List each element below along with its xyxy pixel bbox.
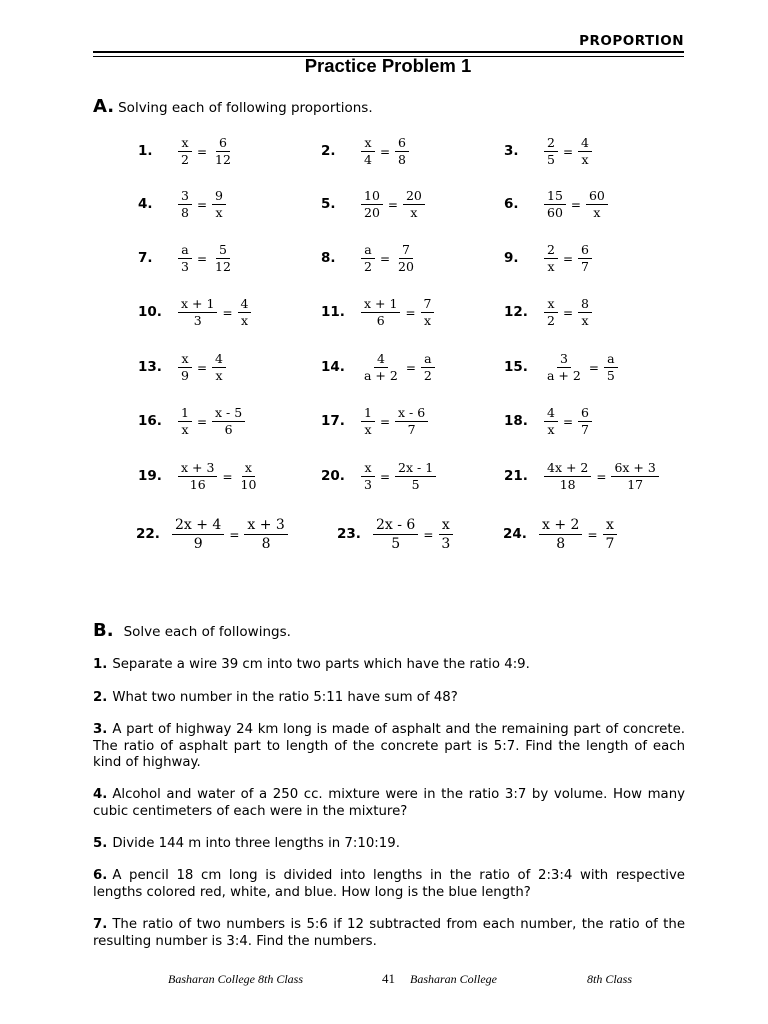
- proportion-problem: [138, 451, 261, 501]
- right-numerator: 9: [212, 188, 226, 205]
- left-fraction: [373, 516, 418, 553]
- right-numerator: 7: [421, 296, 435, 313]
- left-numerator: a: [178, 242, 191, 259]
- proportion-equation: [359, 405, 430, 438]
- equals-sign: =: [562, 252, 574, 266]
- equals-sign: =: [588, 361, 599, 375]
- proportion-equation: [359, 135, 411, 168]
- proportion-equation: [359, 460, 438, 493]
- proportion-problem: [136, 509, 290, 559]
- equals-sign: =: [387, 198, 398, 212]
- left-denominator: 5: [547, 151, 555, 167]
- left-denominator: 8: [181, 204, 189, 220]
- footer-middle: Basharan College: [410, 972, 497, 986]
- word-problem-text: A part of highway 24 km long is made of asphalt and the remaining part of concrete. The ratio of asphalt part to length of the concrete part is 5:7. Find the length of each kind of highway.: [93, 722, 685, 770]
- word-problem: [93, 690, 685, 707]
- right-fraction: [244, 516, 287, 553]
- problem-number: 19.: [138, 468, 162, 484]
- problem-number: 1.: [138, 143, 153, 159]
- left-numerator: x: [361, 135, 374, 152]
- equals-sign: =: [379, 415, 391, 429]
- proportion-equation: [371, 516, 455, 553]
- proportion-problem: [504, 396, 594, 446]
- left-fraction: [178, 405, 192, 438]
- right-denominator: 3: [441, 535, 451, 552]
- equals-sign: =: [196, 145, 208, 159]
- left-denominator: x: [181, 421, 189, 437]
- left-denominator: x: [547, 421, 555, 437]
- equals-sign: =: [405, 361, 416, 375]
- left-denominator: 8: [556, 535, 566, 552]
- left-numerator: a: [361, 242, 374, 259]
- left-fraction: [361, 296, 400, 329]
- problem-number: 23.: [337, 526, 361, 542]
- right-fraction: [611, 460, 658, 493]
- left-denominator: 16: [189, 476, 206, 492]
- left-numerator: 1: [178, 405, 192, 422]
- proportion-problem: [503, 509, 619, 559]
- right-denominator: 20: [398, 258, 414, 274]
- equals-sign: =: [379, 470, 391, 484]
- word-problem: [93, 868, 685, 901]
- right-numerator: 20: [403, 188, 425, 205]
- equals-sign: =: [423, 528, 434, 542]
- proportion-equation: [542, 135, 594, 168]
- left-fraction: [178, 351, 192, 384]
- left-fraction: [178, 460, 217, 493]
- right-fraction: [212, 135, 234, 168]
- problem-number: 12.: [504, 304, 528, 320]
- right-numerator: 2x - 1: [395, 460, 436, 477]
- left-numerator: 15: [544, 188, 566, 205]
- proportion-problem: [504, 451, 661, 501]
- left-fraction: [178, 242, 192, 275]
- left-numerator: x + 2: [539, 516, 582, 535]
- left-fraction: [172, 516, 224, 553]
- left-numerator: 10: [361, 188, 383, 205]
- left-denominator: 60: [547, 204, 563, 220]
- page-title: Practice Problem 1: [304, 55, 472, 76]
- equals-sign: =: [562, 415, 574, 429]
- proportion-equation: [176, 405, 247, 438]
- right-numerator: 8: [578, 296, 592, 313]
- problem-number: 21.: [504, 468, 528, 484]
- left-denominator: x: [364, 421, 372, 437]
- left-fraction: [544, 296, 558, 329]
- left-numerator: x: [178, 135, 191, 152]
- problem-number: 8.: [321, 250, 336, 266]
- problem-number: 11.: [321, 304, 345, 320]
- proportion-problem: [321, 287, 436, 337]
- equals-sign: =: [229, 528, 240, 542]
- right-fraction: [438, 516, 453, 553]
- right-fraction: [586, 188, 608, 221]
- right-fraction: [395, 242, 417, 275]
- section-b-heading: [93, 620, 291, 641]
- right-denominator: 7: [407, 421, 416, 437]
- proportion-equation: [542, 242, 594, 275]
- proportion-equation: [176, 242, 236, 275]
- right-numerator: x + 3: [244, 516, 287, 535]
- problem-number: 20.: [321, 468, 345, 484]
- right-fraction: [578, 242, 592, 275]
- problem-number: 9.: [504, 250, 519, 266]
- proportion-problem: [138, 396, 247, 446]
- proportion-equation: [359, 296, 436, 329]
- right-fraction: [578, 296, 592, 329]
- left-numerator: x + 1: [361, 296, 400, 313]
- section-a-heading: [93, 96, 373, 117]
- right-numerator: x: [603, 516, 617, 535]
- right-numerator: 6: [578, 242, 592, 259]
- right-numerator: 6x + 3: [611, 460, 658, 477]
- proportion-equation: [176, 296, 253, 329]
- equals-sign: =: [196, 415, 208, 429]
- left-fraction: [361, 135, 375, 168]
- section-a-letter: A.: [93, 96, 115, 117]
- equals-sign: =: [562, 306, 574, 320]
- right-denominator: x: [215, 204, 223, 220]
- word-problem-number: 6.: [93, 868, 108, 883]
- problem-number: 24.: [503, 526, 527, 542]
- word-problem-text: The ratio of two numbers is 5:6 if 12 subtracted from each number, the ratio of the resulting number is 3:4. Find the numbers.: [93, 917, 685, 949]
- right-fraction: [212, 188, 226, 221]
- proportion-equation: [542, 296, 594, 329]
- problem-number: 3.: [504, 143, 519, 159]
- right-fraction: [238, 296, 252, 329]
- problem-number: 10.: [138, 304, 162, 320]
- right-fraction: [395, 460, 436, 493]
- right-denominator: 17: [627, 476, 644, 492]
- left-denominator: 2: [547, 312, 555, 328]
- left-denominator: a + 2: [364, 367, 398, 383]
- page-number: 41: [382, 971, 395, 986]
- right-denominator: 12: [215, 258, 231, 274]
- problem-number: 17.: [321, 413, 345, 429]
- header-rule-thick: [93, 51, 684, 53]
- right-numerator: x: [439, 516, 453, 535]
- left-denominator: 3: [364, 476, 372, 492]
- problem-number: 22.: [136, 526, 160, 542]
- problem-number: 2.: [321, 143, 336, 159]
- section-b-letter: B.: [93, 620, 114, 641]
- proportion-problem: [504, 126, 594, 176]
- left-fraction: [361, 405, 375, 438]
- left-numerator: 2x - 6: [373, 516, 418, 535]
- left-fraction: [178, 188, 192, 221]
- right-fraction: [604, 351, 618, 384]
- right-denominator: 7: [605, 535, 615, 552]
- right-numerator: a: [604, 351, 617, 368]
- problem-number: 6.: [504, 196, 519, 212]
- right-numerator: x - 6: [395, 405, 428, 422]
- word-problem-number: 7.: [93, 917, 108, 932]
- right-numerator: a: [421, 351, 434, 368]
- problem-number: 18.: [504, 413, 528, 429]
- word-problem-number: 5.: [93, 836, 108, 851]
- left-denominator: 2: [364, 258, 372, 274]
- left-denominator: x: [547, 258, 555, 274]
- problem-number: 13.: [138, 359, 162, 375]
- proportion-problem: [337, 509, 455, 559]
- right-denominator: 12: [215, 151, 231, 167]
- equals-sign: =: [596, 470, 607, 484]
- right-denominator: x: [240, 312, 248, 328]
- right-numerator: 4: [212, 351, 226, 368]
- proportion-equation: [542, 460, 661, 493]
- left-numerator: x: [544, 296, 557, 313]
- proportion-equation: [542, 351, 620, 384]
- problem-number: 7.: [138, 250, 153, 266]
- left-fraction: [544, 460, 591, 493]
- proportion-equation: [359, 351, 437, 384]
- proportion-problem: [504, 179, 610, 229]
- right-fraction: [395, 405, 428, 438]
- right-numerator: x - 5: [212, 405, 245, 422]
- proportion-problem: [138, 342, 228, 392]
- proportion-problem: [321, 126, 411, 176]
- right-fraction: [212, 405, 245, 438]
- left-denominator: 3: [181, 258, 189, 274]
- equals-sign: =: [405, 306, 416, 320]
- left-numerator: x + 3: [178, 460, 217, 477]
- left-denominator: 2: [181, 151, 189, 167]
- left-fraction: [361, 351, 401, 384]
- word-problem-number: 2.: [93, 690, 108, 705]
- word-problem: [93, 836, 685, 853]
- left-denominator: 3: [193, 312, 202, 328]
- proportion-problem: [504, 287, 594, 337]
- left-fraction: [544, 351, 584, 384]
- proportion-problem: [138, 233, 236, 283]
- proportion-problem: [138, 287, 253, 337]
- word-problem: [93, 917, 685, 950]
- right-denominator: 7: [581, 421, 589, 437]
- left-numerator: 4x + 2: [544, 460, 591, 477]
- equals-sign: =: [379, 145, 391, 159]
- left-numerator: 3: [557, 351, 571, 368]
- left-numerator: x + 1: [178, 296, 217, 313]
- equals-sign: =: [379, 252, 391, 266]
- left-denominator: 20: [364, 204, 380, 220]
- right-denominator: 10: [240, 476, 257, 492]
- word-problem-text: Alcohol and water of a 250 cc. mixture were in the ratio 3:7 by volume. How many cubic centimeters of each were in the mixture?: [93, 787, 685, 819]
- left-numerator: 2: [544, 242, 558, 259]
- right-denominator: 6: [224, 421, 233, 437]
- problem-number: 5.: [321, 196, 336, 212]
- right-denominator: 8: [398, 151, 406, 167]
- right-numerator: 7: [399, 242, 413, 259]
- right-denominator: 7: [581, 258, 589, 274]
- proportion-equation: [542, 405, 594, 438]
- proportion-equation: [176, 188, 228, 221]
- proportion-problem: [321, 451, 438, 501]
- right-numerator: x: [242, 460, 255, 477]
- proportion-problem: [504, 342, 620, 392]
- footer-left: Basharan College 8th Class: [168, 972, 304, 986]
- word-problem: [93, 787, 685, 820]
- problem-number: 4.: [138, 196, 153, 212]
- right-denominator: 2: [423, 367, 432, 383]
- proportion-equation: [170, 516, 290, 553]
- proportion-problem: [321, 233, 419, 283]
- right-denominator: x: [410, 204, 418, 220]
- proportion-equation: [359, 242, 419, 275]
- equals-sign: =: [222, 306, 233, 320]
- right-fraction: [578, 405, 592, 438]
- proportion-equation: [176, 460, 261, 493]
- problem-number: 16.: [138, 413, 162, 429]
- right-fraction: [395, 135, 409, 168]
- word-problem-number: 3.: [93, 722, 108, 737]
- left-numerator: 1: [361, 405, 375, 422]
- left-denominator: 5: [391, 535, 401, 552]
- proportion-equation: [176, 135, 236, 168]
- proportion-equation: [176, 351, 228, 384]
- equals-sign: =: [587, 528, 598, 542]
- section-a-instruction: Solving each of following proportions.: [118, 100, 373, 116]
- left-denominator: 4: [364, 151, 372, 167]
- proportion-problem: [321, 396, 430, 446]
- proportion-problem: [138, 179, 228, 229]
- word-problem-text: What two number in the ratio 5:11 have sum of 48?: [112, 690, 458, 705]
- left-numerator: 4: [374, 351, 388, 368]
- equals-sign: =: [570, 198, 581, 212]
- equals-sign: =: [196, 198, 208, 212]
- left-denominator: 9: [181, 367, 189, 383]
- equals-sign: =: [222, 470, 233, 484]
- left-numerator: 2x + 4: [172, 516, 224, 535]
- right-numerator: 60: [586, 188, 608, 205]
- left-numerator: 3: [178, 188, 192, 205]
- footer-right: 8th Class: [587, 972, 633, 986]
- right-fraction: [212, 242, 234, 275]
- left-fraction: [539, 516, 582, 553]
- word-problem-text: A pencil 18 cm long is divided into lengths in the ratio of 2:3:4 with respective lengths colored red, white, and blue. How long is the blue length?: [93, 868, 685, 900]
- proportion-problem: [138, 126, 236, 176]
- right-fraction: [421, 351, 435, 384]
- proportion-problem: [321, 179, 427, 229]
- right-fraction: [238, 460, 260, 493]
- left-denominator: 9: [193, 535, 203, 552]
- left-numerator: x: [178, 351, 191, 368]
- right-denominator: x: [215, 367, 223, 383]
- left-fraction: [361, 188, 383, 221]
- word-problem-text: Separate a wire 39 cm into two parts which have the ratio 4:9.: [112, 657, 530, 672]
- word-problem: [93, 722, 685, 772]
- proportion-problem: [504, 233, 594, 283]
- left-fraction: [544, 188, 566, 221]
- right-denominator: 5: [411, 476, 420, 492]
- left-denominator: a + 2: [547, 367, 581, 383]
- left-denominator: 6: [376, 312, 385, 328]
- equals-sign: =: [562, 145, 574, 159]
- right-fraction: [603, 516, 618, 553]
- left-fraction: [544, 405, 558, 438]
- right-fraction: [578, 135, 592, 168]
- proportion-problem: [321, 342, 437, 392]
- right-denominator: 5: [606, 367, 615, 383]
- right-denominator: x: [593, 204, 601, 220]
- right-fraction: [403, 188, 425, 221]
- right-numerator: 4: [578, 135, 592, 152]
- right-numerator: 6: [578, 405, 592, 422]
- proportion-equation: [542, 188, 610, 221]
- right-denominator: x: [581, 312, 589, 328]
- right-denominator: x: [423, 312, 431, 328]
- left-fraction: [361, 460, 375, 493]
- word-problem-number: 1.: [93, 657, 108, 672]
- right-fraction: [212, 351, 226, 384]
- left-fraction: [361, 242, 375, 275]
- equals-sign: =: [196, 252, 208, 266]
- right-numerator: 4: [238, 296, 252, 313]
- word-problem-number: 4.: [93, 787, 108, 802]
- left-numerator: 2: [544, 135, 558, 152]
- left-numerator: 4: [544, 405, 558, 422]
- right-numerator: 5: [216, 242, 230, 259]
- problem-number: 15.: [504, 359, 528, 375]
- left-numerator: x: [361, 460, 374, 477]
- right-fraction: [421, 296, 435, 329]
- word-problem-text: Divide 144 m into three lengths in 7:10:19.: [112, 836, 400, 851]
- left-fraction: [178, 296, 217, 329]
- problem-number: 14.: [321, 359, 345, 375]
- right-numerator: 6: [395, 135, 409, 152]
- left-denominator: 18: [559, 476, 576, 492]
- left-fraction: [178, 135, 192, 168]
- right-numerator: 6: [216, 135, 230, 152]
- header-label: PROPORTION: [579, 33, 684, 49]
- left-fraction: [544, 242, 558, 275]
- equals-sign: =: [196, 361, 208, 375]
- proportion-equation: [359, 188, 427, 221]
- right-denominator: x: [581, 151, 589, 167]
- left-fraction: [544, 135, 558, 168]
- right-denominator: 8: [261, 535, 271, 552]
- word-problem: [93, 657, 685, 674]
- proportion-equation: [537, 516, 619, 553]
- section-b-instruction: Solve each of followings.: [123, 624, 291, 640]
